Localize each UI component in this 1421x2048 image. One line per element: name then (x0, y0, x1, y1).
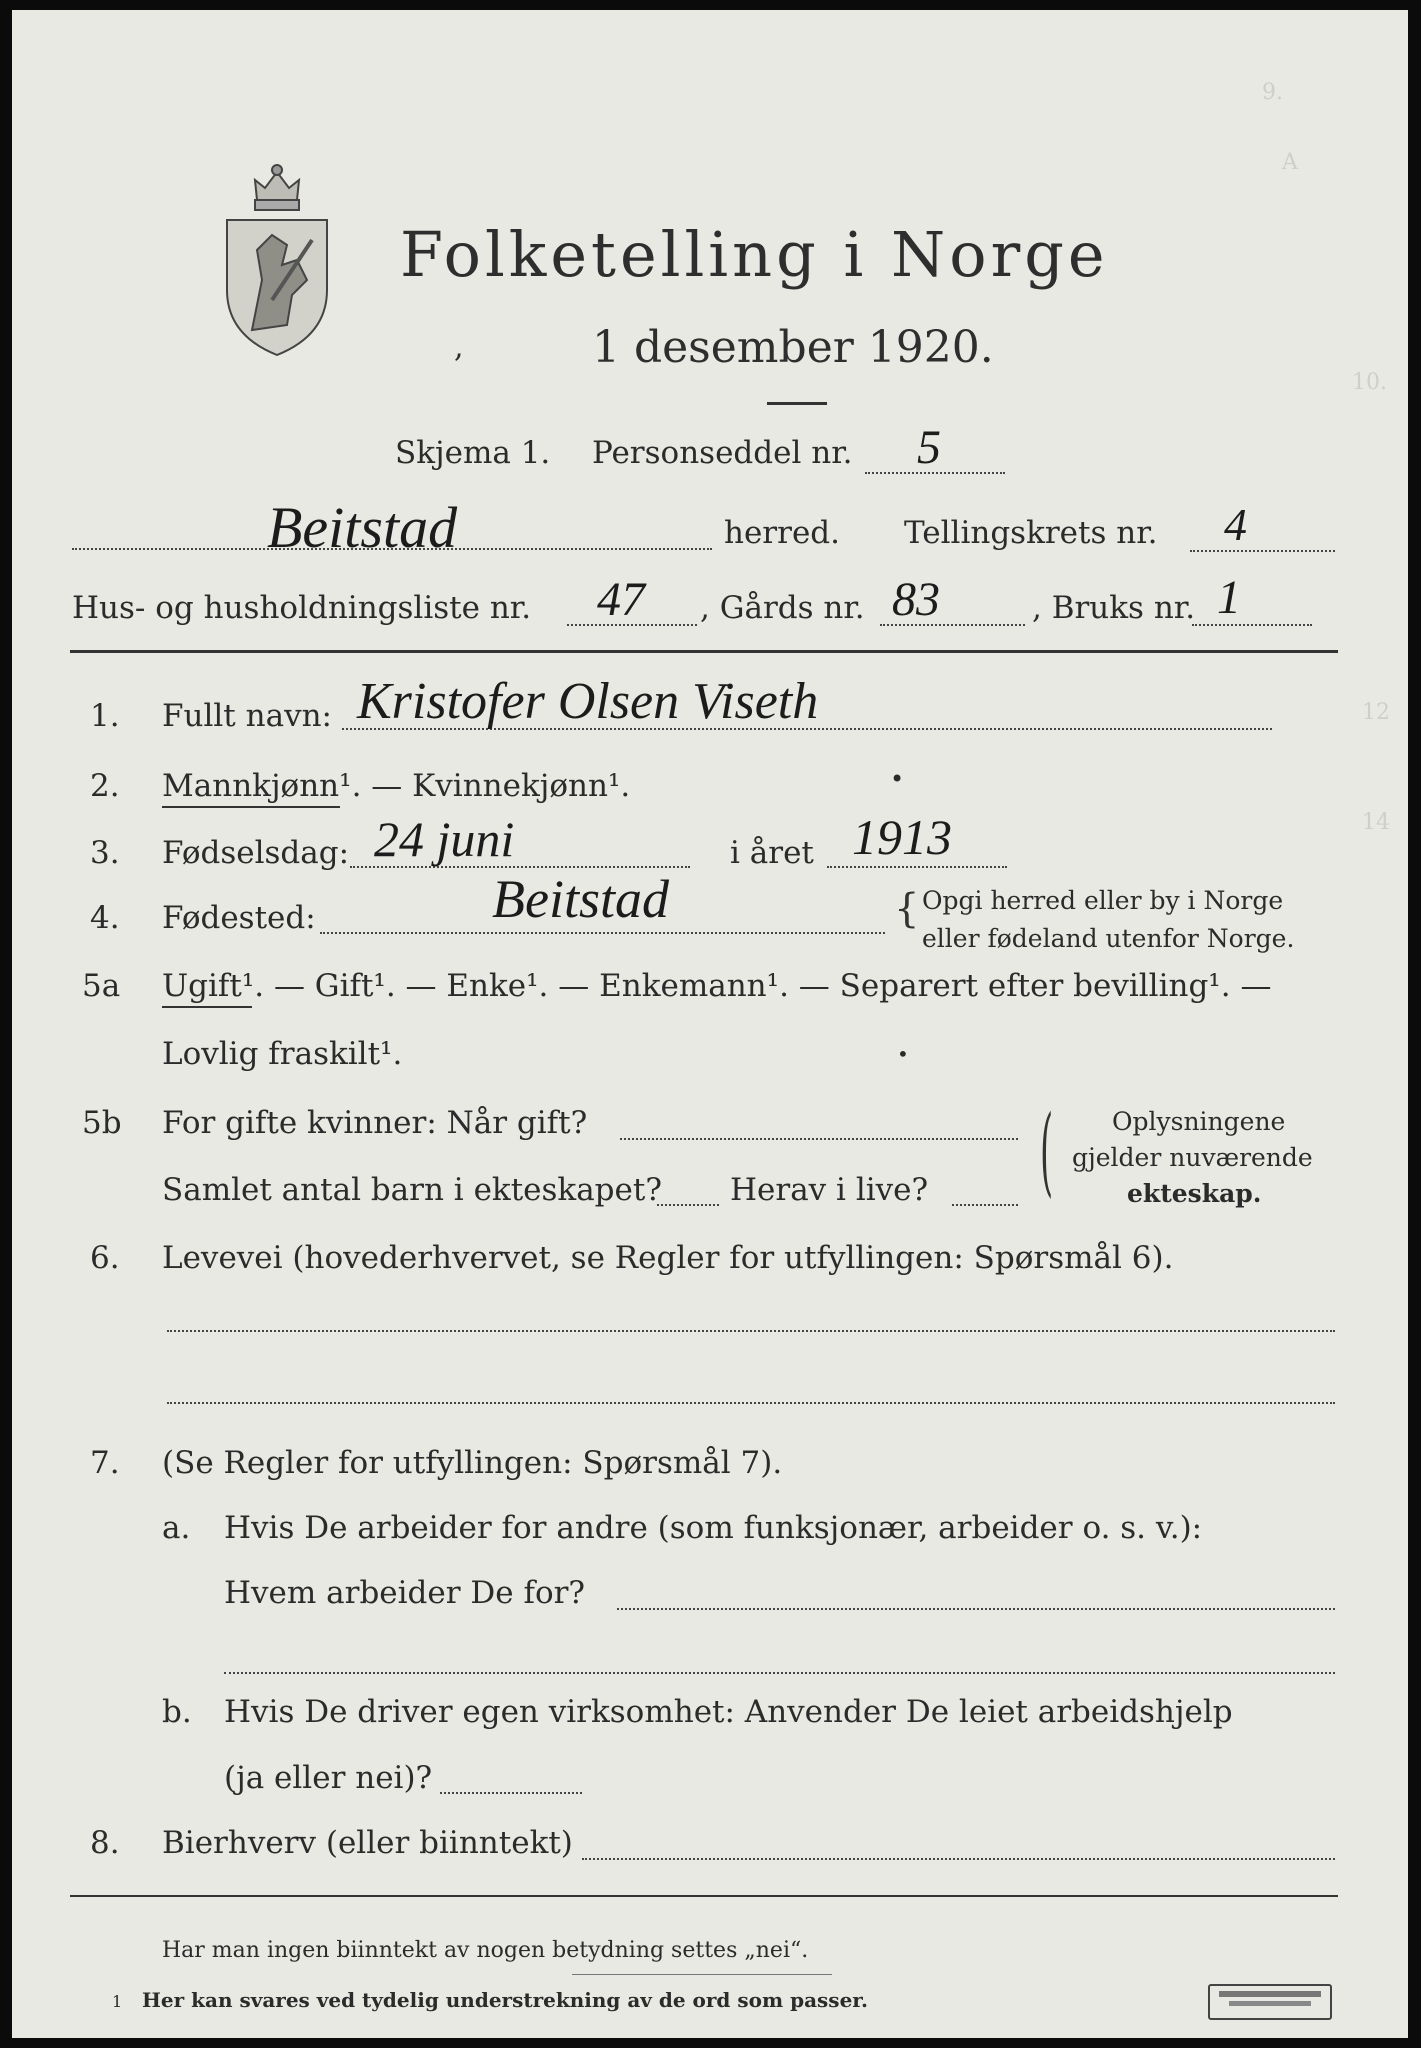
question-number: 5b (82, 1105, 122, 1141)
employer-label: Hvem arbeider De for? (224, 1575, 586, 1611)
birthplace-field-line (320, 932, 885, 934)
personseddel-label: Personseddel nr. (592, 435, 853, 471)
children-alive-field[interactable] (952, 1204, 1018, 1206)
note-bracket: ( (1040, 1095, 1054, 1207)
tellingskrets-label: Tellingskrets nr. (904, 515, 1158, 551)
census-date: 1 desember 1920. (592, 322, 994, 373)
herred-label: herred. (724, 515, 840, 551)
birthdate-field[interactable]: 24 juni (374, 811, 515, 867)
tellingskrets-field[interactable]: 4 (1224, 499, 1247, 550)
census-form-page (12, 10, 1408, 2038)
stray-mark: , (454, 330, 464, 365)
bleed-through-text: 12 (1362, 700, 1390, 725)
husholdningsliste-field[interactable]: 47 (597, 573, 645, 626)
tellingskrets-field-line (1190, 550, 1335, 552)
children-count-field[interactable] (657, 1204, 719, 1206)
birthplace-label: Fødested: (162, 900, 316, 936)
skjema-label: Skjema 1. (395, 435, 551, 471)
question-number: 5a (82, 968, 121, 1004)
personseddel-number-field[interactable]: 5 (917, 421, 941, 474)
gards-field[interactable]: 83 (892, 573, 940, 626)
title-divider (767, 402, 827, 405)
bleed-through-text: A (1282, 150, 1298, 175)
gards-label: , Gårds nr. (700, 590, 865, 626)
footnote-text: Her kan svares ved tydelig understrekning av de ord som passer. (142, 1988, 868, 2012)
birth-year-field[interactable]: 1913 (852, 809, 952, 865)
bruks-field[interactable]: 1 (1217, 571, 1241, 624)
birthplace-note-line1: Opgi herred eller by i Norge (922, 886, 1284, 915)
bleed-through-text: 9. (1262, 80, 1283, 105)
question-number: 6. (90, 1240, 120, 1276)
sex-options[interactable]: Mannkjønn¹. — Kvinnekjønn¹. (162, 768, 631, 804)
married-when-field[interactable] (620, 1138, 1018, 1140)
children-count-label: Samlet antal barn i ekteskapet? (162, 1172, 662, 1208)
hired-help-field[interactable] (440, 1792, 582, 1794)
full-name-label: Fullt navn: (162, 698, 332, 734)
side-income-field[interactable] (582, 1858, 1335, 1860)
bruks-field-line (1192, 624, 1312, 626)
marriage-note-line3: ekteskap. (1127, 1179, 1262, 1208)
employer-question: Hvis De arbeider for andre (som funksjonær, arbeider o. s. v.): (224, 1510, 1203, 1546)
header-separator (70, 650, 1338, 653)
footnote-marker: 1 (112, 1992, 123, 2011)
marital-selection-underline (162, 1006, 252, 1008)
employer-field-line2[interactable] (224, 1672, 1335, 1674)
footer-separator (70, 1895, 1338, 1897)
question-letter: a. (162, 1510, 191, 1546)
birthplace-note-line2: eller fødeland utenfor Norge. (922, 924, 1295, 953)
note-brace: { (894, 886, 920, 932)
occupation-field-line1[interactable] (167, 1330, 1335, 1332)
marital-status-options[interactable]: Ugift¹. — Gift¹. — Enke¹. — Enkemann¹. — Separert efter bevilling¹. — (162, 968, 1272, 1004)
stray-mark: • (890, 765, 905, 793)
printer-stamp-graphic (1215, 1986, 1325, 2012)
bleed-through-text: 10. (1352, 370, 1387, 395)
marriage-note-line2: gjelder nuværende (1072, 1143, 1313, 1172)
married-when-label: For gifte kvinner: Når gift? (162, 1105, 588, 1141)
occupation-field-line2[interactable] (167, 1402, 1335, 1404)
employment-label: (Se Regler for utfyllingen: Spørsmål 7). (162, 1445, 783, 1481)
herred-field[interactable]: Beitstad (267, 495, 458, 560)
birth-year-field-line (827, 866, 1007, 868)
norwegian-coat-of-arms-icon (217, 160, 337, 360)
birth-year-label: i året (730, 835, 814, 871)
marriage-note-line1: Oplysningene (1112, 1107, 1286, 1136)
birthdate-label: Fødselsdag: (162, 835, 350, 871)
marital-status-options-cont[interactable]: Lovlig fraskilt¹. (162, 1036, 403, 1072)
note-underline (572, 1974, 832, 1975)
stray-mark: • (897, 1042, 909, 1066)
bruks-label: , Bruks nr. (1032, 590, 1196, 626)
no-income-note: Har man ingen biinntekt av nogen betydning settes „nei“. (162, 1938, 809, 1963)
side-income-label: Bierhverv (eller biinntekt) (162, 1825, 573, 1861)
full-name-field[interactable]: Kristofer Olsen Viseth (357, 673, 819, 730)
bleed-through-text: 14 (1362, 810, 1390, 835)
question-number: 7. (90, 1445, 120, 1481)
question-number: 4. (90, 900, 120, 936)
husholdningsliste-label: Hus- og husholdningsliste nr. (72, 590, 532, 626)
question-number: 2. (90, 768, 120, 804)
children-alive-label: Herav i live? (730, 1172, 929, 1208)
page-title: Folketelling i Norge (400, 218, 1109, 291)
question-number: 1. (90, 698, 120, 734)
question-number: 3. (90, 835, 120, 871)
question-number: 8. (90, 1825, 120, 1861)
printer-stamp (1208, 1984, 1332, 2020)
own-business-question: Hvis De driver egen virksomhet: Anvender De leiet arbeidshjelp (224, 1694, 1233, 1730)
sex-selection-underline (162, 806, 340, 808)
birthplace-field[interactable]: Beitstad (492, 869, 669, 929)
occupation-label: Levevei (hovederhvervet, se Regler for utfyllingen: Spørsmål 6). (162, 1240, 1174, 1276)
employer-field-line1[interactable] (617, 1608, 1335, 1610)
hired-help-label: (ja eller nei)? (224, 1760, 433, 1796)
question-letter: b. (162, 1694, 192, 1730)
